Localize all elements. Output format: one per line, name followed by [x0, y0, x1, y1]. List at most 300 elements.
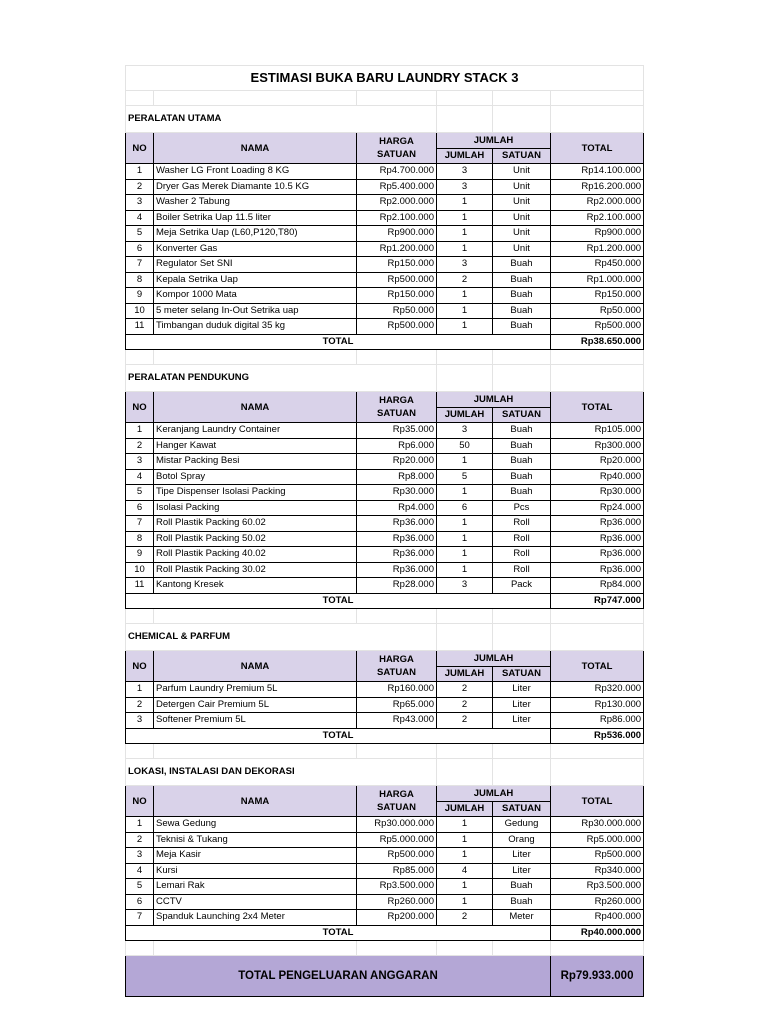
- row-harga: Rp65.000: [357, 697, 437, 713]
- row-total: Rp450.000: [551, 257, 644, 273]
- row-harga: Rp260.000: [357, 894, 437, 910]
- row-total: Rp30.000: [551, 485, 644, 501]
- empty-cell: [357, 350, 437, 365]
- row-satuan: Unit: [493, 179, 551, 195]
- row-satuan: Buah: [493, 272, 551, 288]
- header-satuan: SATUAN: [493, 407, 551, 423]
- table-row: [126, 817, 644, 833]
- row-jumlah: 2: [437, 697, 493, 713]
- row-nama: Isolasi Packing: [154, 500, 357, 516]
- row-no: 7: [126, 910, 154, 926]
- row-nama: Hanger Kawat: [154, 438, 357, 454]
- section-total-row: [126, 728, 644, 744]
- row-jumlah: 5: [437, 469, 493, 485]
- row-no: 1: [126, 164, 154, 180]
- section-total-value: Rp38.650.000: [551, 334, 644, 350]
- row-satuan: Buah: [493, 288, 551, 304]
- row-harga: Rp36.000: [357, 562, 437, 578]
- row-satuan: Unit: [493, 210, 551, 226]
- row-total: Rp260.000: [551, 894, 644, 910]
- empty-cell: [493, 106, 551, 133]
- header-jumlah-group: JUMLAH: [437, 392, 551, 408]
- row-total: Rp86.000: [551, 713, 644, 729]
- empty-cell: [551, 91, 644, 106]
- row-satuan: Liter: [493, 697, 551, 713]
- row-jumlah: 2: [437, 272, 493, 288]
- row-total: Rp130.000: [551, 697, 644, 713]
- row-nama: Konverter Gas: [154, 241, 357, 257]
- row-harga: Rp30.000: [357, 485, 437, 501]
- row-total: Rp900.000: [551, 226, 644, 242]
- row-satuan: Liter: [493, 863, 551, 879]
- empty-cell: [551, 350, 644, 365]
- row-harga: Rp500.000: [357, 272, 437, 288]
- empty-cell: [493, 365, 551, 392]
- empty-cell: [357, 941, 437, 956]
- empty-cell: [493, 941, 551, 956]
- header-harga-line2: SATUAN: [377, 667, 416, 678]
- row-total: Rp1.200.000: [551, 241, 644, 257]
- empty-cell: [437, 350, 493, 365]
- header-harga: [357, 786, 437, 817]
- table-header-row: [126, 651, 644, 667]
- row-total: Rp36.000: [551, 516, 644, 532]
- table-row: [126, 697, 644, 713]
- spacer-row: [126, 609, 644, 624]
- row-no: 11: [126, 319, 154, 335]
- header-no: NO: [126, 651, 154, 682]
- row-satuan: Roll: [493, 531, 551, 547]
- row-no: 2: [126, 697, 154, 713]
- row-no: 6: [126, 241, 154, 257]
- row-satuan: Buah: [493, 423, 551, 439]
- row-total: Rp500.000: [551, 319, 644, 335]
- row-nama: Timbangan duduk digital 35 kg: [154, 319, 357, 335]
- section-title-row: [126, 624, 644, 651]
- row-satuan: Unit: [493, 241, 551, 257]
- section-title-row: [126, 106, 644, 133]
- section-title: LOKASI, INSTALASI DAN DEKORASI: [126, 759, 437, 786]
- row-no: 2: [126, 438, 154, 454]
- header-nama: NAMA: [154, 392, 357, 423]
- row-harga: Rp5.000.000: [357, 832, 437, 848]
- empty-cell: [493, 759, 551, 786]
- header-total: TOTAL: [551, 786, 644, 817]
- row-harga: Rp36.000: [357, 547, 437, 563]
- empty-cell: [551, 624, 644, 651]
- row-satuan: Roll: [493, 516, 551, 532]
- spacer-row: [126, 91, 644, 106]
- table-row: [126, 179, 644, 195]
- section-title: PERALATAN PENDUKUNG: [126, 365, 437, 392]
- row-harga: Rp30.000.000: [357, 817, 437, 833]
- row-satuan: Liter: [493, 682, 551, 698]
- header-harga-line1: HARGA: [379, 654, 414, 665]
- row-satuan: Unit: [493, 226, 551, 242]
- row-total: Rp36.000: [551, 531, 644, 547]
- header-harga: [357, 133, 437, 164]
- section-title-row: [126, 365, 644, 392]
- header-jumlah: JUMLAH: [437, 148, 493, 164]
- section-title: CHEMICAL & PARFUM: [126, 624, 437, 651]
- empty-cell: [154, 91, 357, 106]
- table-row: [126, 682, 644, 698]
- row-satuan: Liter: [493, 713, 551, 729]
- row-no: 5: [126, 485, 154, 501]
- row-satuan: Pack: [493, 578, 551, 594]
- row-jumlah: 1: [437, 531, 493, 547]
- row-jumlah: 6: [437, 500, 493, 516]
- row-total: Rp500.000: [551, 848, 644, 864]
- row-nama: Kepala Setrika Uap: [154, 272, 357, 288]
- table-row: [126, 438, 644, 454]
- row-nama: Boiler Setrika Uap 11.5 liter: [154, 210, 357, 226]
- table-row: [126, 210, 644, 226]
- section-total-value: Rp747.000: [551, 593, 644, 609]
- table-row: [126, 879, 644, 895]
- row-nama: Roll Plastik Packing 40.02: [154, 547, 357, 563]
- empty-cell: [551, 744, 644, 759]
- row-total: Rp36.000: [551, 547, 644, 563]
- empty-cell: [437, 609, 493, 624]
- row-jumlah: 1: [437, 288, 493, 304]
- row-satuan: Buah: [493, 469, 551, 485]
- row-satuan: Buah: [493, 319, 551, 335]
- row-jumlah: 1: [437, 485, 493, 501]
- table-row: [126, 303, 644, 319]
- row-nama: Roll Plastik Packing 60.02: [154, 516, 357, 532]
- row-no: 5: [126, 226, 154, 242]
- empty-cell: [437, 106, 493, 133]
- empty-cell: [437, 744, 493, 759]
- header-harga: [357, 651, 437, 682]
- row-harga: Rp3.500.000: [357, 879, 437, 895]
- header-nama: NAMA: [154, 651, 357, 682]
- table-row: [126, 894, 644, 910]
- row-jumlah: 3: [437, 578, 493, 594]
- row-nama: Detergen Cair Premium 5L: [154, 697, 357, 713]
- row-jumlah: 2: [437, 682, 493, 698]
- row-jumlah: 1: [437, 562, 493, 578]
- row-nama: Washer LG Front Loading 8 KG: [154, 164, 357, 180]
- row-jumlah: 1: [437, 226, 493, 242]
- header-harga-line1: HARGA: [379, 789, 414, 800]
- row-total: Rp84.000: [551, 578, 644, 594]
- empty-cell: [437, 365, 493, 392]
- header-harga-line2: SATUAN: [377, 149, 416, 160]
- header-jumlah-group: JUMLAH: [437, 133, 551, 149]
- row-nama: Regulator Set SNI: [154, 257, 357, 273]
- row-no: 3: [126, 848, 154, 864]
- row-jumlah: 1: [437, 195, 493, 211]
- row-no: 3: [126, 454, 154, 470]
- table-header-row: [126, 786, 644, 802]
- table-row: [126, 531, 644, 547]
- row-harga: Rp2.000.000: [357, 195, 437, 211]
- row-no: 1: [126, 682, 154, 698]
- row-harga: Rp8.000: [357, 469, 437, 485]
- row-no: 1: [126, 423, 154, 439]
- table-row: [126, 272, 644, 288]
- empty-cell: [357, 609, 437, 624]
- empty-cell: [357, 91, 437, 106]
- empty-cell: [551, 609, 644, 624]
- table-row: [126, 423, 644, 439]
- row-harga: Rp160.000: [357, 682, 437, 698]
- header-total: TOTAL: [551, 133, 644, 164]
- table-row: [126, 500, 644, 516]
- empty-cell: [154, 609, 357, 624]
- row-harga: Rp200.000: [357, 910, 437, 926]
- row-total: Rp30.000.000: [551, 817, 644, 833]
- row-total: Rp5.000.000: [551, 832, 644, 848]
- empty-cell: [357, 744, 437, 759]
- empty-cell: [551, 106, 644, 133]
- row-total: Rp14.100.000: [551, 164, 644, 180]
- spreadsheet: [125, 65, 643, 997]
- table-row: [126, 547, 644, 563]
- row-satuan: Liter: [493, 848, 551, 864]
- table-row: [126, 288, 644, 304]
- page-title: ESTIMASI BUKA BARU LAUNDRY STACK 3: [126, 66, 644, 91]
- budget-table: [125, 65, 644, 997]
- row-nama: Botol Spray: [154, 469, 357, 485]
- grand-total-value: Rp79.933.000: [551, 956, 644, 997]
- row-jumlah: 2: [437, 910, 493, 926]
- empty-cell: [154, 941, 357, 956]
- empty-cell: [551, 759, 644, 786]
- row-no: 5: [126, 879, 154, 895]
- header-jumlah-group: JUMLAH: [437, 651, 551, 667]
- row-harga: Rp43.000: [357, 713, 437, 729]
- header-jumlah-group: JUMLAH: [437, 786, 551, 802]
- row-nama: Kantong Kresek: [154, 578, 357, 594]
- header-total: TOTAL: [551, 651, 644, 682]
- header-harga-line2: SATUAN: [377, 408, 416, 419]
- empty-cell: [551, 941, 644, 956]
- row-no: 6: [126, 500, 154, 516]
- row-jumlah: 3: [437, 164, 493, 180]
- empty-cell: [437, 624, 493, 651]
- row-harga: Rp50.000: [357, 303, 437, 319]
- header-no: NO: [126, 133, 154, 164]
- section-total-label: TOTAL: [126, 925, 551, 941]
- row-satuan: Buah: [493, 454, 551, 470]
- row-no: 4: [126, 210, 154, 226]
- header-jumlah: JUMLAH: [437, 407, 493, 423]
- row-no: 2: [126, 832, 154, 848]
- table-row: [126, 516, 644, 532]
- row-jumlah: 1: [437, 817, 493, 833]
- empty-cell: [154, 350, 357, 365]
- row-total: Rp16.200.000: [551, 179, 644, 195]
- row-total: Rp2.100.000: [551, 210, 644, 226]
- row-nama: Kompor 1000 Mata: [154, 288, 357, 304]
- row-no: 6: [126, 894, 154, 910]
- row-jumlah: 1: [437, 454, 493, 470]
- table-row: [126, 226, 644, 242]
- table-row: [126, 578, 644, 594]
- row-jumlah: 1: [437, 848, 493, 864]
- section-title-row: [126, 759, 644, 786]
- title-row: [126, 66, 644, 91]
- row-satuan: Buah: [493, 438, 551, 454]
- row-satuan: Unit: [493, 164, 551, 180]
- row-nama: Tipe Dispenser Isolasi Packing: [154, 485, 357, 501]
- table-row: [126, 863, 644, 879]
- row-harga: Rp500.000: [357, 319, 437, 335]
- row-no: 4: [126, 469, 154, 485]
- empty-cell: [493, 609, 551, 624]
- empty-cell: [493, 91, 551, 106]
- row-no: 8: [126, 272, 154, 288]
- header-harga: [357, 392, 437, 423]
- row-no: 4: [126, 863, 154, 879]
- row-no: 10: [126, 562, 154, 578]
- grand-total-label: TOTAL PENGELUARAN ANGGARAN: [126, 956, 551, 997]
- table-row: [126, 848, 644, 864]
- row-nama: Spanduk Launching 2x4 Meter: [154, 910, 357, 926]
- row-nama: Mistar Packing Besi: [154, 454, 357, 470]
- row-harga: Rp2.100.000: [357, 210, 437, 226]
- table-row: [126, 241, 644, 257]
- row-satuan: Roll: [493, 562, 551, 578]
- row-nama: Softener Premium 5L: [154, 713, 357, 729]
- row-nama: Teknisi & Tukang: [154, 832, 357, 848]
- row-nama: 5 meter selang In-Out Setrika uap: [154, 303, 357, 319]
- row-harga: Rp6.000: [357, 438, 437, 454]
- row-nama: Meja Setrika Uap (L60,P120,T80): [154, 226, 357, 242]
- table-row: [126, 164, 644, 180]
- header-total: TOTAL: [551, 392, 644, 423]
- row-no: 2: [126, 179, 154, 195]
- empty-cell: [493, 744, 551, 759]
- table-row: [126, 454, 644, 470]
- table-row: [126, 832, 644, 848]
- row-satuan: Orang: [493, 832, 551, 848]
- grand-total-row: [126, 956, 644, 997]
- row-harga: Rp1.200.000: [357, 241, 437, 257]
- row-total: Rp20.000: [551, 454, 644, 470]
- section-total-value: Rp536.000: [551, 728, 644, 744]
- section-total-label: TOTAL: [126, 593, 551, 609]
- row-jumlah: 4: [437, 863, 493, 879]
- row-jumlah: 50: [437, 438, 493, 454]
- row-nama: Dryer Gas Merek Diamante 10.5 KG: [154, 179, 357, 195]
- row-total: Rp40.000: [551, 469, 644, 485]
- row-total: Rp340.000: [551, 863, 644, 879]
- empty-cell: [126, 350, 154, 365]
- section-total-label: TOTAL: [126, 334, 551, 350]
- empty-cell: [437, 759, 493, 786]
- row-jumlah: 3: [437, 423, 493, 439]
- header-satuan: SATUAN: [493, 148, 551, 164]
- row-total: Rp50.000: [551, 303, 644, 319]
- row-total: Rp150.000: [551, 288, 644, 304]
- row-satuan: Gedung: [493, 817, 551, 833]
- row-total: Rp1.000.000: [551, 272, 644, 288]
- empty-cell: [126, 609, 154, 624]
- header-jumlah: JUMLAH: [437, 801, 493, 817]
- row-satuan: Pcs: [493, 500, 551, 516]
- row-total: Rp3.500.000: [551, 879, 644, 895]
- table-row: [126, 485, 644, 501]
- row-jumlah: 1: [437, 879, 493, 895]
- row-total: Rp320.000: [551, 682, 644, 698]
- table-row: [126, 713, 644, 729]
- table-header-row: [126, 392, 644, 408]
- row-no: 11: [126, 578, 154, 594]
- row-nama: Keranjang Laundry Container: [154, 423, 357, 439]
- section-total-label: TOTAL: [126, 728, 551, 744]
- row-satuan: Buah: [493, 257, 551, 273]
- row-jumlah: 1: [437, 210, 493, 226]
- row-nama: Meja Kasir: [154, 848, 357, 864]
- row-harga: Rp28.000: [357, 578, 437, 594]
- row-jumlah: 3: [437, 257, 493, 273]
- section-title: PERALATAN UTAMA: [126, 106, 437, 133]
- empty-cell: [437, 91, 493, 106]
- row-harga: Rp5.400.000: [357, 179, 437, 195]
- table-header-row: [126, 133, 644, 149]
- header-jumlah: JUMLAH: [437, 666, 493, 682]
- row-total: Rp2.000.000: [551, 195, 644, 211]
- spacer-row: [126, 941, 644, 956]
- row-no: 7: [126, 516, 154, 532]
- header-no: NO: [126, 786, 154, 817]
- row-total: Rp24.000: [551, 500, 644, 516]
- row-nama: Roll Plastik Packing 30.02: [154, 562, 357, 578]
- row-satuan: Meter: [493, 910, 551, 926]
- empty-cell: [551, 365, 644, 392]
- table-row: [126, 562, 644, 578]
- row-satuan: Buah: [493, 879, 551, 895]
- row-harga: Rp36.000: [357, 516, 437, 532]
- spacer-row: [126, 744, 644, 759]
- row-no: 9: [126, 288, 154, 304]
- row-jumlah: 3: [437, 179, 493, 195]
- row-harga: Rp85.000: [357, 863, 437, 879]
- section-total-row: [126, 334, 644, 350]
- row-jumlah: 1: [437, 319, 493, 335]
- row-satuan: Buah: [493, 303, 551, 319]
- row-harga: Rp4.700.000: [357, 164, 437, 180]
- row-nama: Washer 2 Tabung: [154, 195, 357, 211]
- row-no: 7: [126, 257, 154, 273]
- header-harga-line1: HARGA: [379, 136, 414, 147]
- row-harga: Rp20.000: [357, 454, 437, 470]
- row-harga: Rp36.000: [357, 531, 437, 547]
- row-no: 1: [126, 817, 154, 833]
- empty-cell: [126, 941, 154, 956]
- header-harga-line2: SATUAN: [377, 802, 416, 813]
- row-jumlah: 1: [437, 894, 493, 910]
- row-harga: Rp150.000: [357, 257, 437, 273]
- header-satuan: SATUAN: [493, 801, 551, 817]
- row-no: 3: [126, 713, 154, 729]
- row-nama: Lemari Rak: [154, 879, 357, 895]
- row-harga: Rp900.000: [357, 226, 437, 242]
- header-nama: NAMA: [154, 133, 357, 164]
- row-jumlah: 1: [437, 516, 493, 532]
- row-harga: Rp500.000: [357, 848, 437, 864]
- empty-cell: [126, 744, 154, 759]
- row-jumlah: 1: [437, 303, 493, 319]
- row-nama: Kursi: [154, 863, 357, 879]
- table-row: [126, 257, 644, 273]
- row-total: Rp300.000: [551, 438, 644, 454]
- section-total-value: Rp40.000.000: [551, 925, 644, 941]
